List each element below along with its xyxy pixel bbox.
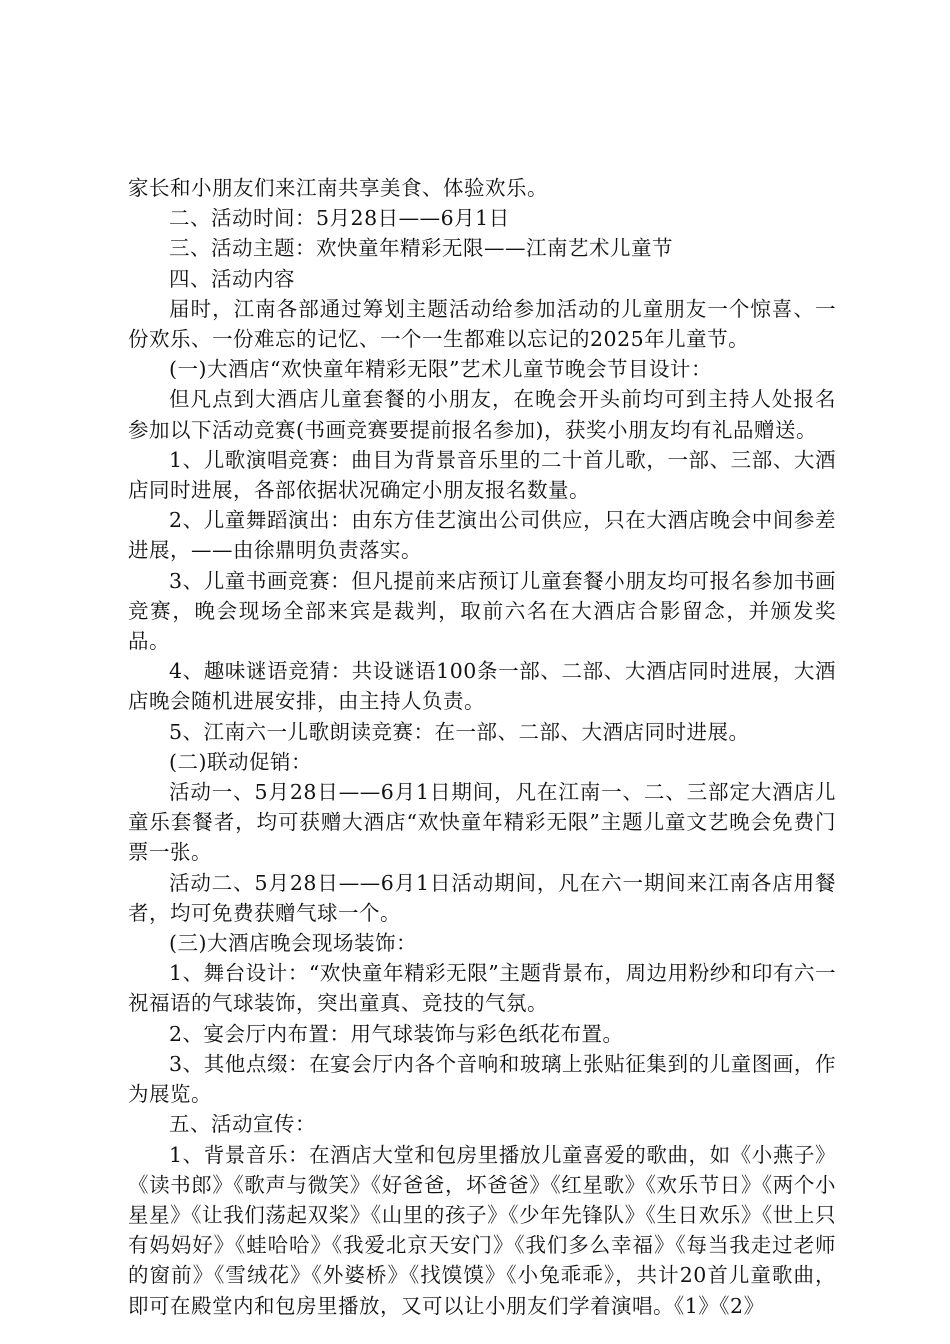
paragraph-continuation: 家长和小朋友们来江南共享美食、体验欢乐。 [128, 176, 548, 200]
list-item-recitation: 5、江南六一儿歌朗读竞赛：在一部、二部、大酒店同时进展。 [169, 719, 750, 744]
paragraph-activity-time: 二、活动时间：5月28日——6月1日 [169, 206, 510, 231]
heading-section-2: (二)联动促销： [169, 749, 312, 774]
list-item-dance: 2、儿童舞蹈演出：由东方佳艺演出公司供应，只在大酒店晚会中间参差进展，——由徐鼎明负责落实。 [128, 508, 836, 563]
paragraph-intro: 届时，江南各部通过筹划主题活动给参加活动的儿童朋友一个惊喜、一份欢乐、一份难忘的记忆、一个一生都难以忘记的2025年儿童节。 [128, 296, 836, 352]
heading-publicity: 五、活动宣传： [169, 1112, 316, 1137]
list-item-music: 1、背景音乐：在酒店大堂和包房里播放儿童喜爱的歌曲，如《小燕子》《读书郎》《歌声与微笑》《好爸爸，坏爸爸》《红星歌》《欢乐节日》《两个小星星》《让我们荡起双桨》《山里的孩子》《少年先锋队》《生日欢乐》《世上只有妈妈好》《蛙哈哈》《我爱北京天安门》《我们多么幸福》《每当我走过老师的窗前》《雪绒花》《外婆桥》《找馍馍》《小兔乖乖》，共计20首儿童歌曲，即可在殿堂内和包房里播放，又可以让小朋友们学着演唱。《1》《2》 [128, 1142, 836, 1318]
heading-section-3: (三)大酒店晚会现场装饰： [169, 931, 417, 956]
document-body [128, 173, 836, 1321]
paragraph-promo-2: 活动二、5月28日——6月1日活动期间，凡在六一期间来江南各店用餐者，均可免费获赠气球一个。 [128, 870, 836, 925]
list-item-hall: 2、宴会厅内布置：用气球装饰与彩色纸花布置。 [169, 1021, 624, 1046]
heading-section-1: (一)大酒店“欢快童年精彩无限”艺术儿童节晚会节目设计： [169, 357, 712, 382]
list-item-riddles: 4、趣味谜语竞猜：共设谜语100条一部、二部、大酒店同时进展，大酒店晚会随机进展安排，由主持人负责。 [128, 659, 836, 714]
list-item-decor: 3、其他点缀：在宴会厅内各个音响和玻璃上张贴征集到的儿童图画，作为展览。 [128, 1051, 836, 1107]
paragraph-registration: 但凡点到大酒店儿童套餐的小朋友，在晚会开头前均可到主持人处报名参加以下活动竞赛(书画竞赛要提前报名参加)，获奖小朋友均有礼品赠送。 [128, 387, 836, 442]
list-item-singing: 1、儿歌演唱竞赛：曲目为背景音乐里的二十首儿歌，一部、三部、大酒店同时进展，各部依据状况确定小朋友报名数量。 [128, 447, 836, 503]
paragraph-promo-1: 活动一、5月28日——6月1日期间，凡在江南一、二、三部定大酒店儿童乐套餐者，均可获赠大酒店“欢快童年精彩无限”主题儿童文艺晚会免费门票一张。 [128, 780, 836, 865]
heading-activity-content: 四、活动内容 [169, 266, 295, 291]
list-item-painting: 3、儿童书画竞赛：但凡提前来店预订儿童套餐小朋友均可报名参加书画竞赛，晚会现场全部来宾是裁判，取前六名在大酒店合影留念，并颁发奖品。 [128, 568, 836, 654]
list-item-stage: 1、舞台设计：“欢快童年精彩无限”主题背景布，周边用粉纱和印有六一祝福语的气球装饰，突出童真、竞技的气氛。 [128, 961, 836, 1016]
paragraph-activity-theme: 三、活动主题：欢快童年精彩无限——江南艺术儿童节 [169, 236, 673, 261]
